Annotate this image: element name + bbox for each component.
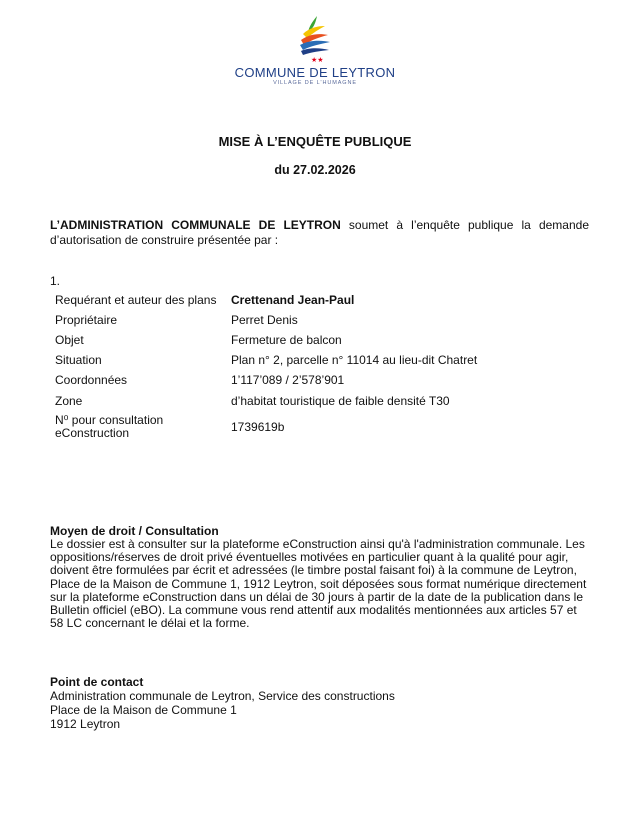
svg-text:★★: ★★	[311, 56, 324, 64]
detail-value: Fermeture de balcon	[231, 332, 342, 347]
detail-value: d’habitat touristique de faible densité T30	[231, 393, 450, 408]
detail-row	[50, 290, 477, 310]
detail-value: Perret Denis	[231, 312, 298, 327]
detail-row	[50, 391, 477, 411]
detail-label-line: eConstruction	[55, 426, 130, 441]
request-details-table	[50, 290, 477, 443]
detail-value: Plan n° 2, parcelle n° 11014 au lieu-dit Chatret	[231, 353, 478, 368]
commune-emblem-icon	[295, 14, 335, 64]
contact-line: Administration communale de Leytron, Service des constructions	[50, 689, 395, 703]
detail-label: Coordonnées	[55, 373, 128, 388]
intro-authority: L’ADMINISTRATION COMMUNALE DE LEYTRON	[50, 218, 341, 232]
detail-label	[50, 411, 226, 443]
applicant-name: Crettenand Jean-Paul	[231, 292, 355, 307]
contact-line: 1912 Leytron	[50, 717, 121, 731]
detail-value: 1’117’089 / 2’578’901	[231, 373, 345, 388]
detail-row	[50, 330, 477, 350]
legal-remedy-title: Moyen de droit / Consultation	[50, 524, 219, 538]
document-title: MISE À L’ENQUÊTE PUBLIQUE	[218, 134, 412, 149]
intro-text: soumet à l’enquête publique la demande d’autorisation de construire présentée par :	[50, 218, 589, 247]
detail-value: 1739619b	[231, 419, 285, 434]
detail-row	[50, 371, 477, 391]
detail-label: Situation	[55, 353, 102, 368]
detail-row	[50, 310, 477, 330]
detail-label: Objet	[55, 332, 84, 347]
detail-row	[50, 411, 477, 443]
contact-title: Point de contact	[50, 675, 144, 689]
intro-paragraph	[50, 218, 589, 248]
publication-date: du 27.02.2026	[274, 163, 356, 177]
commune-subtitle: VILLAGE DE L'HUMAGNE	[273, 80, 357, 86]
detail-row	[50, 351, 477, 371]
detail-label: Requérant et auteur des plans	[55, 292, 217, 307]
detail-label: Propriétaire	[55, 312, 118, 327]
detail-value	[226, 290, 477, 310]
commune-logo	[0, 14, 630, 87]
legal-remedy-section	[50, 525, 590, 630]
item-number: 1.	[50, 274, 61, 288]
contact-section	[50, 676, 395, 731]
detail-label-line: N⁰ pour consultation	[55, 413, 164, 428]
contact-line: Place de la Maison de Commune 1	[50, 703, 237, 717]
detail-label: Zone	[55, 393, 83, 408]
legal-remedy-text: Le dossier est à consulter sur la plateforme eConstruction ainsi qu'à l'administration communale. Les oppositions/réserves de droit privé éventuelles motivées en particulier quant à la qualité pour agir, doivent être formulées par écrit et adressées (le timbre postal faisant foi) à la commune de Leytron, Place de la Maison de Commune 1, 1912 Leytron, soit déposées sous format numérique directement sur la plateforme eConstruction dans un délai de 30 jours à partir de la date de la publication dans le Bulletin officiel (eBO). La commune vous rend attentif aux modalités mentionnées aux articles 57 et 58 LC concernant le délai et la forme.	[50, 537, 587, 631]
commune-name: COMMUNE DE LEYTRON	[234, 65, 396, 80]
